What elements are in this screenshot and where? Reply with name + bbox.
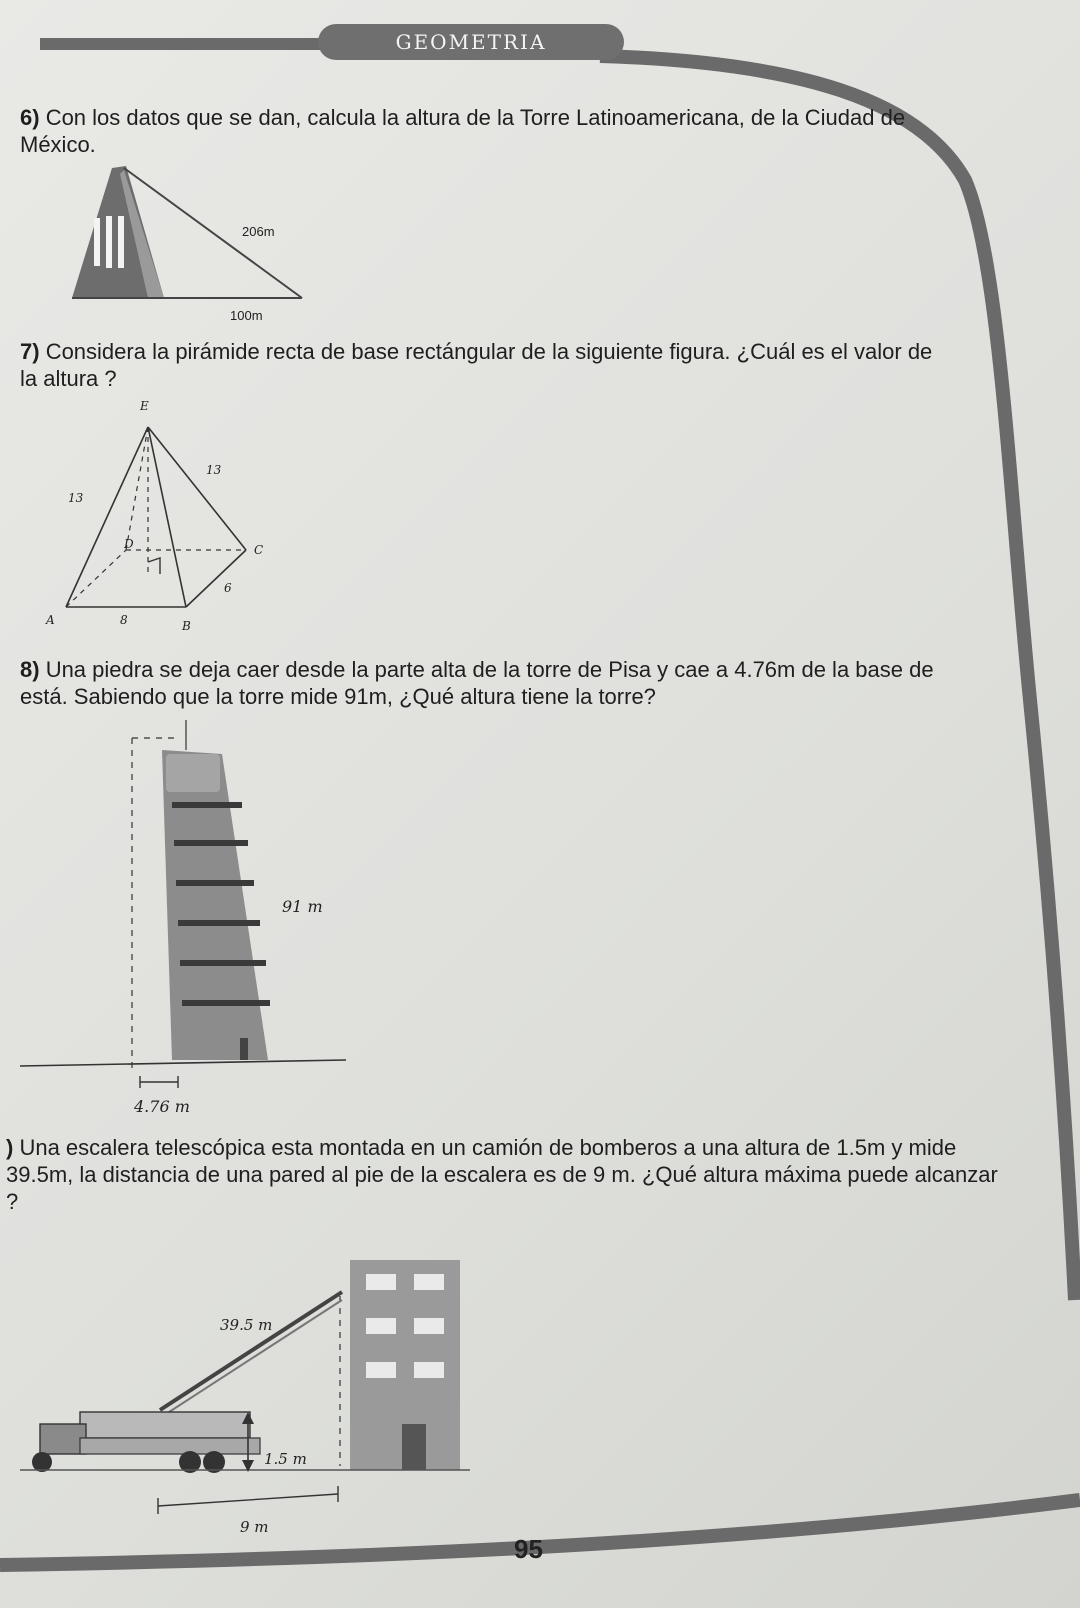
problem-6 — [20, 104, 920, 158]
problem-text: Una escalera telescópica esta montada en un camión de bomberos a una altura de 1.5m y mide 39.5m, la distancia de una pared al pie de la escalera es de 9 m. ¿Qué altura máxima puede alcanzar ? — [6, 1135, 998, 1214]
problem-8 — [20, 656, 970, 710]
edge-label-13-left: 13 — [68, 491, 84, 505]
problem-number: 8) — [20, 657, 40, 682]
problem-number: 6) — [20, 105, 40, 130]
figure-torre-latinoamericana — [32, 158, 332, 328]
problem-text: Con los datos que se dan, calcula la altura de la Torre Latinoamericana, de la Ciudad de México. — [20, 105, 906, 157]
figure-escalera-bomberos — [20, 1256, 470, 1536]
page-number: 95 — [514, 1534, 543, 1564]
figure-pyramid — [36, 392, 276, 642]
problem-9 — [6, 1134, 1016, 1215]
label-9m: 9 m — [240, 1518, 269, 1536]
vertex-b: B — [182, 619, 191, 633]
figure-torre-pisa — [16, 720, 356, 1140]
edge-label-6: 6 — [224, 581, 232, 595]
label-15m: 1.5 m — [264, 1450, 307, 1468]
problem-text: Una piedra se deja caer desde la parte alta de la torre de Pisa y cae a 4.76m de la base de está. Sabiendo que la torre mide 91m, ¿Qué altura tiene la torre? — [20, 657, 934, 709]
vertex-c: C — [254, 543, 264, 557]
problem-7 — [20, 338, 940, 392]
label-476m: 4.76 m — [134, 1097, 190, 1116]
vertex-e: E — [140, 399, 149, 413]
label-100m: 100m — [230, 308, 263, 323]
edge-label-13-right: 13 — [206, 463, 222, 477]
vertex-a: A — [46, 613, 55, 627]
problem-text: Considera la pirámide recta de base rectángular de la siguiente figura. ¿Cuál es el valor de la altura ? — [20, 339, 933, 391]
label-91m: 91 m — [282, 897, 323, 916]
problem-number: 7) — [20, 339, 40, 364]
header-title: GEOMETRIA — [395, 30, 547, 54]
label-206m: 206m — [242, 224, 275, 239]
vertex-d: D — [124, 537, 134, 551]
edge-label-8: 8 — [120, 613, 128, 627]
problem-number: ) — [6, 1135, 14, 1160]
label-395m: 39.5 m — [220, 1316, 273, 1334]
